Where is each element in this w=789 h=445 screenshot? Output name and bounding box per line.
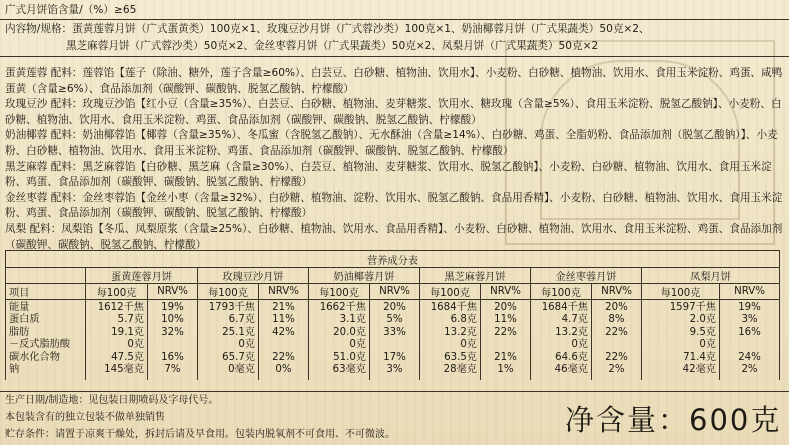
row-labels	[6, 300, 86, 380]
nutrient-value: 6.8克	[450, 314, 477, 326]
nrv-value	[595, 339, 638, 351]
nutrient-value: 0克	[238, 339, 255, 351]
nrv-value: 2%	[608, 363, 625, 375]
nrv-value: 20%	[605, 302, 628, 313]
contents-line-1	[5, 23, 650, 36]
product-values	[420, 300, 481, 380]
item-header: 项目	[6, 284, 86, 300]
nutrient-value: 145毫克	[104, 363, 144, 375]
ingredients-item: 凤梨 配料：凤梨馅【冬瓜、凤梨原浆（含量≥25%）、白砂糖、植物油、饮用水、食品用香精】、小麦粉、白砂糖、植物油、饮用水、食用玉米淀粉、鸡蛋、食品添加剂（碳酸钾、碳酸钠、脱氢乙酸钠、柠檬酸）	[5, 222, 783, 251]
nutrient-value: 1612千焦	[97, 302, 144, 313]
nrv-value	[484, 339, 527, 351]
nutrient-value: 4.7克	[561, 314, 588, 326]
nutrient-value: 47.5克	[111, 351, 144, 363]
ingredients-item: 玫瑰豆沙 配料：玫瑰豆沙馅【红小豆（含量≥35%）、白芸豆、白砂糖、植物油、麦芽糖浆、饮用水、糖玫瑰（含量≥5%）、食用玉米淀粉、脱氢乙酸钠】、小麦粉、白砂糖、植物油、饮用水、食用玉米淀粉、鸡蛋、食品添加剂（碳酸钾、碳酸钠、脱氢乙酸钠、柠檬酸）	[5, 98, 782, 126]
ingredients-block	[5, 66, 785, 253]
product-name: 金丝枣蓉月饼	[531, 268, 642, 284]
row-label: 钠	[9, 363, 20, 375]
divider	[0, 391, 789, 392]
nrv-header: NRV%	[720, 284, 780, 300]
nutrient-value: 1684千焦	[541, 302, 588, 313]
nutrient-value: 1597千焦	[669, 302, 716, 313]
nrv-value	[151, 339, 194, 351]
contents-line-2: 黑芝麻蓉月饼（广式蓉沙类）50克×2、金丝枣蓉月饼（广式果蔬类）50克×2、凤梨月饼（广式果蔬类）50克×2	[66, 40, 599, 52]
nutrient-value: 71.4克	[683, 351, 716, 363]
nrv-value: 10%	[161, 314, 184, 326]
nrv-value: 19%	[161, 302, 184, 313]
nutrient-value: 19.1克	[111, 326, 144, 338]
ingredients-item: 黑芝麻蓉 配料：黑芝麻蓉馅【白砂糖、黑芝麻（含量≥30%）、白芸豆、植物油、麦芽糖浆、饮用水、脱氢乙酸钠】、小麦粉、白砂糖、植物油、饮用水、食用玉米淀粉、鸡蛋、食品添加剂（碳酸钾、碳酸钠、脱氢乙酸钠、柠檬酸）	[5, 160, 772, 189]
storage-conditions: 贮存条件：请置于凉爽干燥处，拆封后请及早食用。包装内脱氧剂不可食用、不可微波。	[5, 429, 395, 440]
nutrient-value: 13.2克	[444, 326, 477, 338]
nrv-value	[262, 339, 305, 351]
product-name: 奶油椰蓉月饼	[309, 268, 420, 284]
per-100g-header: 每100克	[420, 284, 481, 300]
nutrient-value: 1684千焦	[430, 302, 477, 313]
nutrient-value: 51.0克	[333, 351, 366, 363]
nrv-value: 20%	[494, 302, 517, 313]
nrv-value: 22%	[494, 326, 517, 338]
nrv-value: 11%	[494, 314, 517, 326]
nutrient-value: 6.7克	[228, 314, 255, 326]
product-nrv	[720, 300, 780, 380]
product-name: 黑芝麻蓉月饼	[420, 268, 531, 284]
nutrient-value: 5.7克	[117, 314, 144, 326]
nrv-value: 24%	[738, 351, 761, 363]
nutrition-title: 营养成分表	[6, 251, 780, 268]
nrv-value: 21%	[494, 351, 517, 363]
nrv-value: 7%	[164, 363, 181, 375]
nutrient-value: 0毫克	[228, 363, 255, 375]
row-label: －反式脂肪酸	[9, 339, 71, 351]
nrv-value: 33%	[383, 326, 406, 338]
product-nrv	[370, 300, 420, 380]
product-name: 蛋黄莲蓉月饼	[86, 268, 198, 284]
divider	[0, 56, 789, 57]
nrv-header: NRV%	[148, 284, 198, 300]
nutrient-value: 64.6克	[555, 351, 588, 363]
nutrient-value: 20.0克	[333, 326, 366, 338]
nrv-value: 8%	[608, 314, 625, 326]
nutrient-value: 1793千焦	[208, 302, 255, 313]
nrv-value: 42%	[272, 326, 295, 338]
per-100g-header: 每100克	[309, 284, 370, 300]
nrv-header: NRV%	[592, 284, 642, 300]
per-100g-header: 每100克	[86, 284, 148, 300]
product-nrv	[592, 300, 642, 380]
nrv-value: 16%	[738, 326, 761, 338]
per-100g-header: 每100克	[531, 284, 592, 300]
row-label: 脂肪	[9, 326, 30, 338]
product-values	[531, 300, 592, 380]
nrv-value: 1%	[497, 363, 514, 375]
nutrient-value: 63.5克	[444, 351, 477, 363]
empty-cell	[6, 268, 86, 284]
contents-spec-1: 蛋黄莲蓉月饼（广式蛋黄类）100克×1、玫瑰豆沙月饼（广式蓉沙类）100克×1、奶油椰蓉月饼（广式果蔬类）50克×2、	[72, 23, 650, 35]
contents-label: 内容物/规格：	[5, 23, 73, 35]
nrv-value: 11%	[272, 314, 295, 326]
net-weight: 净含量：600克	[565, 403, 782, 437]
nutrition-table	[5, 250, 780, 380]
nrv-header: NRV%	[481, 284, 531, 300]
nutrient-value: 0克	[699, 339, 716, 351]
nrv-value: 2%	[741, 363, 758, 375]
nrv-header: NRV%	[370, 284, 420, 300]
nrv-value: 16%	[161, 351, 184, 363]
filling-content: 广式月饼馅含量/（%）≥65	[5, 4, 137, 16]
product-name: 玫瑰豆沙月饼	[198, 268, 309, 284]
ingredients-item: 金丝枣蓉 配料：金丝枣蓉馅【金丝小枣（含量≥32%）、白砂糖、植物油、淀粉、饮用水、脱氢乙酸钠、食品用香精】、小麦粉、白砂糖、植物油、饮用水、食用玉米淀粉、鸡蛋、食品添加剂（碳酸钾、碳酸钠、脱氢乙酸钠、柠檬酸）	[5, 191, 783, 220]
nutrient-value: 3.1克	[339, 314, 366, 326]
row-label: 能量	[9, 302, 30, 313]
nrv-value: 21%	[272, 302, 295, 313]
production-info: 生产日期/制造地：见包装日期喷码及字母代号。	[5, 395, 219, 406]
nrv-value: 5%	[386, 314, 403, 326]
product-values	[309, 300, 370, 380]
nrv-value: 3%	[386, 363, 403, 375]
row-label: 蛋白质	[9, 314, 40, 326]
nutrient-value: 0克	[460, 339, 477, 351]
nutrient-value: 13.2克	[555, 326, 588, 338]
ingredients-item: 蛋黄莲蓉 配料：莲蓉馅【莲子（除油、糖外，莲子含量≥60%）、白芸豆、白砂糖、植物油、饮用水】、小麦粉、白砂糖、植物油、饮用水、食用玉米淀粉、鸡蛋、咸鸭蛋黄（含量≥6%）、食品添加剂（碳酸钾、碳酸钠、脱氢乙酸钠、柠檬酸）	[5, 67, 783, 95]
product-nrv	[148, 300, 198, 380]
nrv-value: 22%	[605, 351, 628, 363]
nutrient-value: 0克	[571, 339, 588, 351]
per-100g-header: 每100克	[198, 284, 259, 300]
nrv-header: NRV%	[259, 284, 309, 300]
nutrient-value: 28毫克	[443, 363, 477, 375]
nrv-value: 3%	[741, 314, 758, 326]
divider	[0, 19, 789, 20]
nutrient-value: 9.5克	[689, 326, 716, 338]
nrv-value: 22%	[605, 326, 628, 338]
product-name: 凤梨月饼	[642, 268, 780, 284]
nrv-value	[723, 339, 776, 351]
nutrient-value: 65.7克	[222, 351, 255, 363]
package-note: 本包装含有的独立包装不做单独销售	[5, 412, 165, 423]
nutrient-value: 46毫克	[554, 363, 588, 375]
product-values	[198, 300, 259, 380]
nutrient-value: 63毫克	[332, 363, 366, 375]
product-nrv	[259, 300, 309, 380]
nrv-value: 19%	[738, 302, 761, 313]
nutrient-value: 0克	[349, 339, 366, 351]
row-label: 碳水化合物	[9, 351, 60, 363]
ingredients-item: 奶油椰蓉 配料：奶油椰蓉馅【椰蓉（含量≥35%）、冬瓜蜜（含脱氢乙酸钠）、无水酥油（含量≥14%）、白砂糖、鸡蛋、全脂奶粉、食品添加剂（脱氢乙酸钠）】、小麦粉、白砂糖、植物油、饮用水、食用玉米淀粉、鸡蛋、食品添加剂（碳酸钾、碳酸钠、脱氢乙酸钠、柠檬酸）	[5, 129, 778, 157]
nrv-value: 20%	[383, 302, 406, 313]
per-100g-header: 每100克	[642, 284, 720, 300]
nutrient-value: 42毫克	[682, 363, 716, 375]
nutrient-value: 1662千焦	[319, 302, 366, 313]
nutrient-value: 2.0克	[689, 314, 716, 326]
product-values	[642, 300, 720, 380]
nutrient-value: 0克	[127, 339, 144, 351]
nutrient-value: 25.1克	[222, 326, 255, 338]
nrv-value: 0%	[275, 363, 292, 375]
nrv-value	[373, 339, 416, 351]
nrv-value: 17%	[383, 351, 406, 363]
product-nrv	[481, 300, 531, 380]
nrv-value: 22%	[272, 351, 295, 363]
nrv-value: 32%	[161, 326, 184, 338]
product-values	[86, 300, 148, 380]
